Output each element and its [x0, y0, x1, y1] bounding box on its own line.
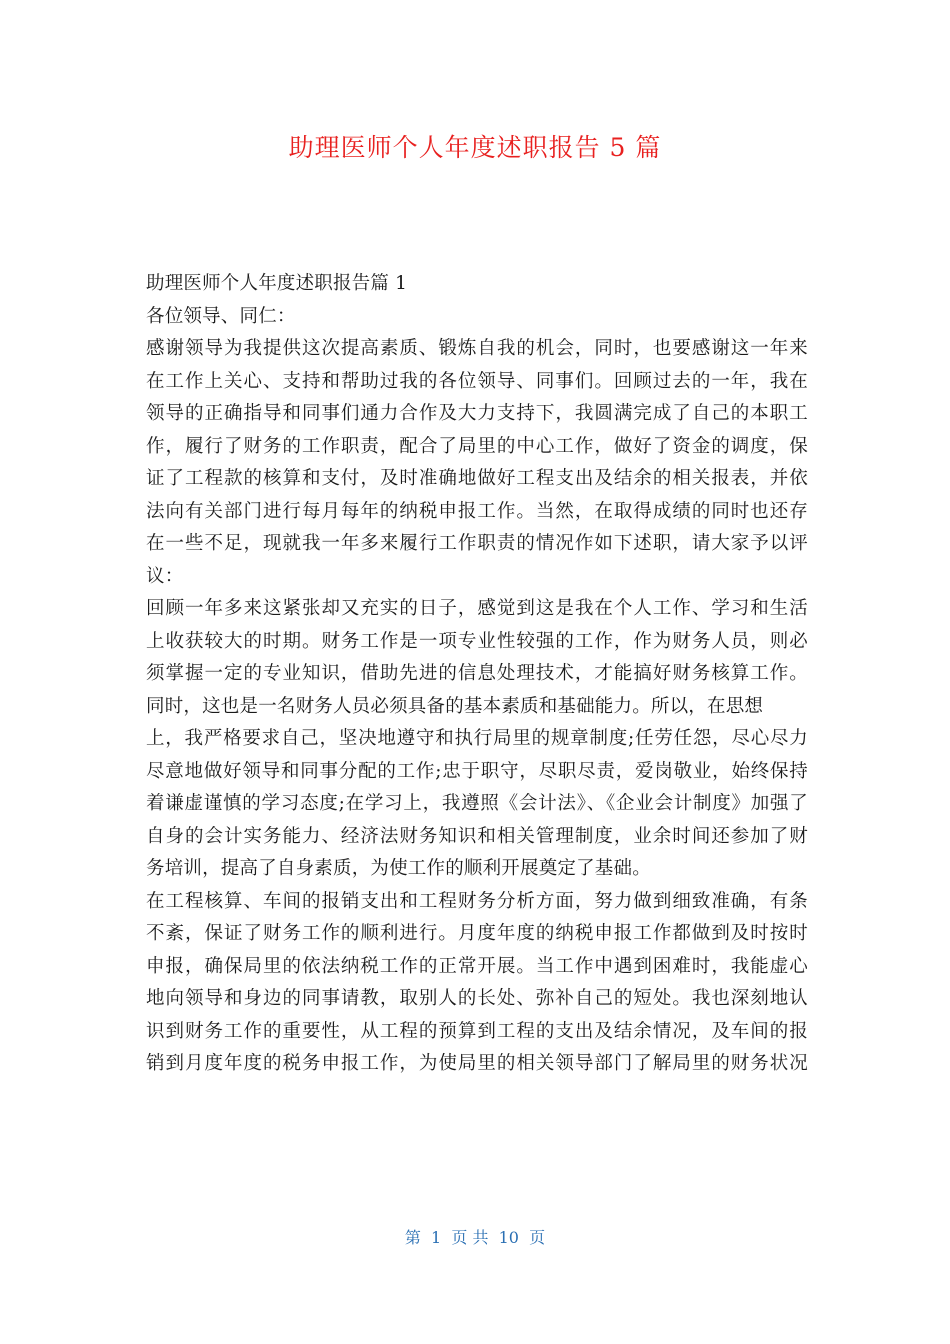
body-line: 在工程核算、车间的报销支出和工程财务分析方面，努力做到细致准确，有条	[146, 890, 808, 912]
body-line: 证了工程款的核算和支付，及时准确地做好工程支出及结余的相关报表，并依	[146, 468, 808, 489]
body-line: 感谢领导为我提供这次提高素质、锻炼自我的机会，同时，也要感谢这一年来	[146, 338, 808, 359]
body-line: 上，我严格要求自己，坚决地遵守和执行局里的规章制度;任劳任怨，尽心尽力	[146, 728, 808, 749]
body-line: 务培训，提高了自身素质，为使工作的顺利开展奠定了基础。	[146, 858, 651, 879]
body-line: 自身的会计实务能力、经济法财务知识和相关管理制度，业余时间还参加了财	[146, 825, 808, 847]
body-line: 着谦虚谨慎的学习态度;在学习上，我遵照《会计法》、《企业会计制度》加强了	[146, 793, 808, 814]
body-line: 地向领导和身边的同事请教，取别人的长处、弥补自己的短处。我也深刻地认	[146, 988, 808, 1009]
document-title: 助理医师个人年度述职报告 5 篇	[288, 133, 662, 162]
body-line: 尽意地做好领导和同事分配的工作;忠于职守，尽职尽责，爱岗敬业，始终保持	[146, 760, 808, 782]
body-line: 领导的正确指导和同事们通力合作及大力支持下，我圆满完成了自己的本职工	[146, 403, 808, 424]
body-line: 申报，确保局里的依法纳税工作的正常开展。当工作中遇到困难时，我能虚心	[146, 955, 808, 977]
body-line: 同时，这也是一名财务人员必须具备的基本素质和基础能力。所以，在思想	[146, 695, 764, 717]
page-number-footer: 第 1 页 共 10 页	[404, 1228, 546, 1247]
body-line: 法向有关部门进行每月每年的纳税申报工作。当然，在取得成绩的同时也还存	[146, 500, 808, 522]
body-line: 在一些不足，现就我一年多来履行工作职责的情况作如下述职，请大家予以评	[146, 533, 808, 554]
body-line: 须掌握一定的专业知识，借助先进的信息处理技术，才能搞好财务核算工作。	[146, 663, 808, 684]
body-line: 上收获较大的时期。财务工作是一项专业性较强的工作，作为财务人员，则必	[146, 630, 808, 652]
document-body	[146, 268, 808, 1081]
body-line: 识到财务工作的重要性，从工程的预算到工程的支出及结余情况，及车间的报	[146, 1020, 808, 1042]
body-line: 在工作上关心、支持和帮助过我的各位领导、同事们。回顾过去的一年，我在	[146, 370, 808, 392]
body-line: 销到月度年度的税务申报工作，为使局里的相关领导部门了解局里的财务状况	[146, 1053, 808, 1074]
section-heading: 助理医师个人年度述职报告篇 1	[146, 273, 408, 294]
salutation: 各位领导、同仁：	[146, 305, 296, 327]
body-line: 不紊，保证了财务工作的顺利进行。月度年度的纳税申报工作都做到及时按时	[146, 923, 808, 944]
body-line: 议：	[146, 565, 184, 587]
body-line: 作，履行了财务的工作职责，配合了局里的中心工作，做好了资金的调度，保	[146, 435, 808, 457]
body-line: 回顾一年多来这紧张却又充实的日子，感觉到这是我在个人工作、学习和生活	[146, 598, 808, 619]
